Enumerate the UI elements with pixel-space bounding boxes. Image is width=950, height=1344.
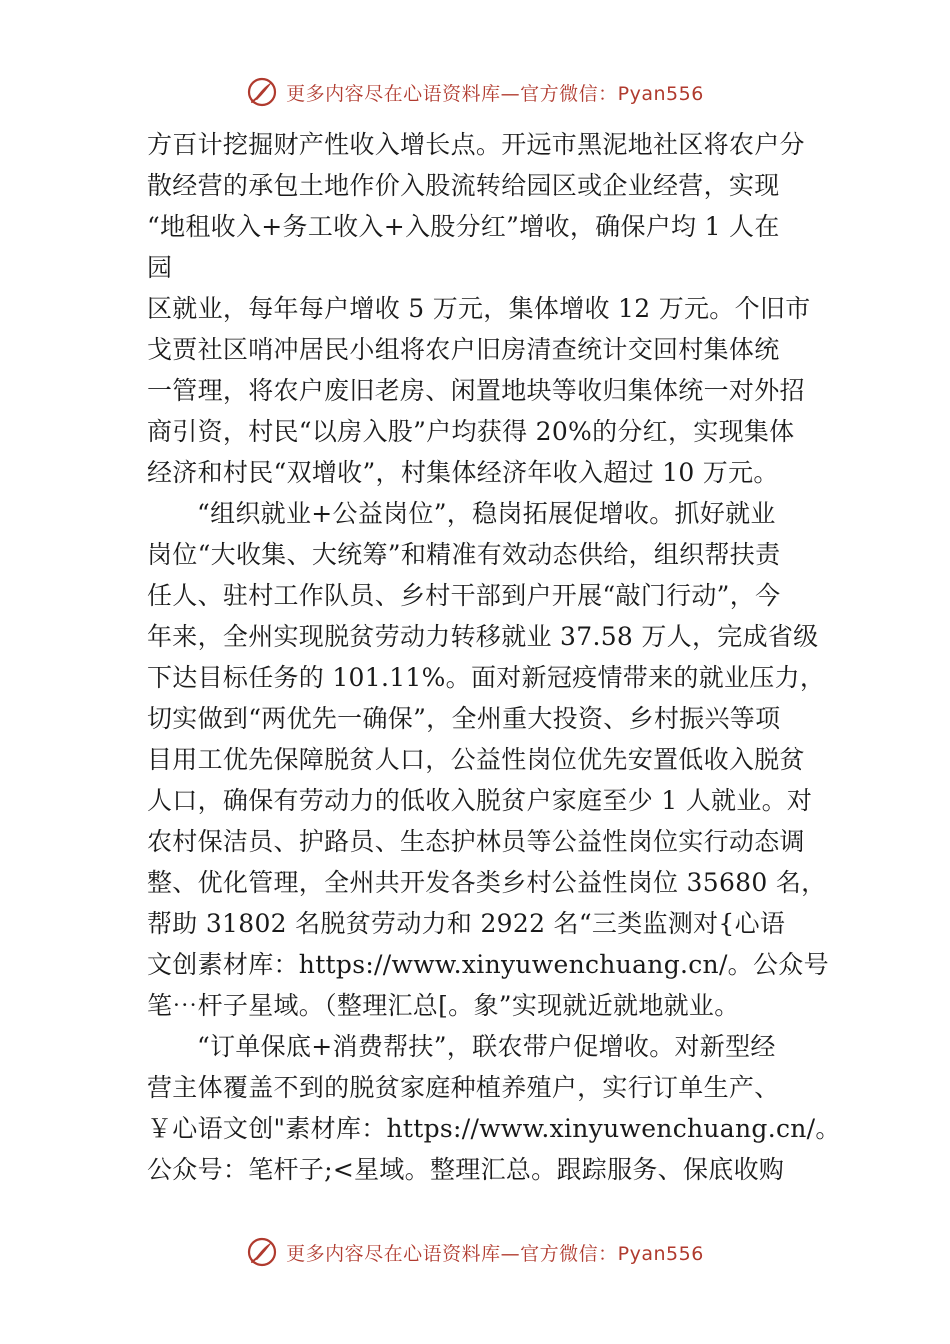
quill-circle-logo-icon xyxy=(246,76,278,108)
text-line: 公众号：笔杆子;<星域。整理汇总。跟踪服务、保底收购 xyxy=(147,1155,785,1184)
text-line: 下达目标任务的 101.11%。面对新冠疫情带来的就业压力， xyxy=(147,663,826,692)
text-line: 帮助 31802 名脱贫劳动力和 2922 名“三类监测对{心语 xyxy=(147,909,786,938)
header-banner xyxy=(0,72,950,112)
text-line: “地租收入+务工收入+入股分红”增收，确保户均 1 人在 xyxy=(147,212,780,241)
text-line: 散经营的承包土地作价入股流转给园区或企业经营，实现 xyxy=(147,171,780,200)
text-line: 人口，确保有劳动力的低收入脱贫户家庭至少 1 人就业。对 xyxy=(147,786,813,815)
text-line: 经济和村民“双增收”，村集体经济年收入超过 10 万元。 xyxy=(147,458,779,487)
paragraph-start-line: “订单保底+消费帮扶”，联农带户促增收。对新型经 xyxy=(197,1032,776,1061)
text-line: 方百计挖掘财产性收入增长点。开远市黑泥地社区将农户分 xyxy=(147,130,805,159)
text-line: 任人、驻村工作队员、乡村干部到户开展“敲门行动”，今 xyxy=(147,581,781,610)
text-line: 岗位“大收集、大统筹”和精准有效动态供给，组织帮扶责 xyxy=(147,540,781,569)
text-line: 年来，全州实现脱贫劳动力转移就业 37.58 万人，完成省级 xyxy=(147,622,819,651)
text-line: 目用工优先保障脱贫人口，公益性岗位优先安置低收入脱贫 xyxy=(147,745,805,774)
footer-banner-text: 更多内容尽在心语资料库—官方微信：Pyan556 xyxy=(286,1242,704,1265)
footer-banner xyxy=(0,1232,950,1272)
text-line: 区就业，每年每户增收 5 万元，集体增收 12 万元。个旧市 xyxy=(147,294,811,323)
text-line: 切实做到“两优先一确保”，全州重大投资、乡村振兴等项 xyxy=(147,704,781,733)
paragraph-start-line: “组织就业+公益岗位”，稳岗拓展促增收。抓好就业 xyxy=(197,499,776,528)
text-line: 笔⋯杆子星域。（整理汇总[。象”实现就近就地就业。 xyxy=(147,991,740,1020)
text-line: 营主体覆盖不到的脱贫家庭种植养殖户，实行订单生产、 xyxy=(147,1073,780,1102)
text-line: 商引资，村民“以房入股”户均获得 20%的分红，实现集体 xyxy=(147,417,795,446)
text-line: 农村保洁员、护路员、生态护林员等公益性岗位实行动态调 xyxy=(147,827,805,856)
text-line: 整、优化管理，全州共开发各类乡村公益性岗位 35680 名， xyxy=(147,868,827,897)
text-line: 一管理，将农户废旧老房、闲置地块等收归集体统一对外招 xyxy=(147,376,805,405)
text-line: 戈贾社区哨冲居民小组将农户旧房清查统计交回村集体统 xyxy=(147,335,780,364)
quill-circle-logo-icon xyxy=(246,1236,278,1268)
document-body xyxy=(147,124,841,1190)
text-line: 园 xyxy=(147,253,173,282)
text-line: 文创素材库：https://www.xinyuwenchuang.cn/。公众号 xyxy=(147,950,829,979)
header-banner-text: 更多内容尽在心语资料库—官方微信：Pyan556 xyxy=(286,82,704,105)
text-line: ￥心语文创"素材库：https://www.xinyuwenchuang.cn/。 xyxy=(147,1114,841,1143)
